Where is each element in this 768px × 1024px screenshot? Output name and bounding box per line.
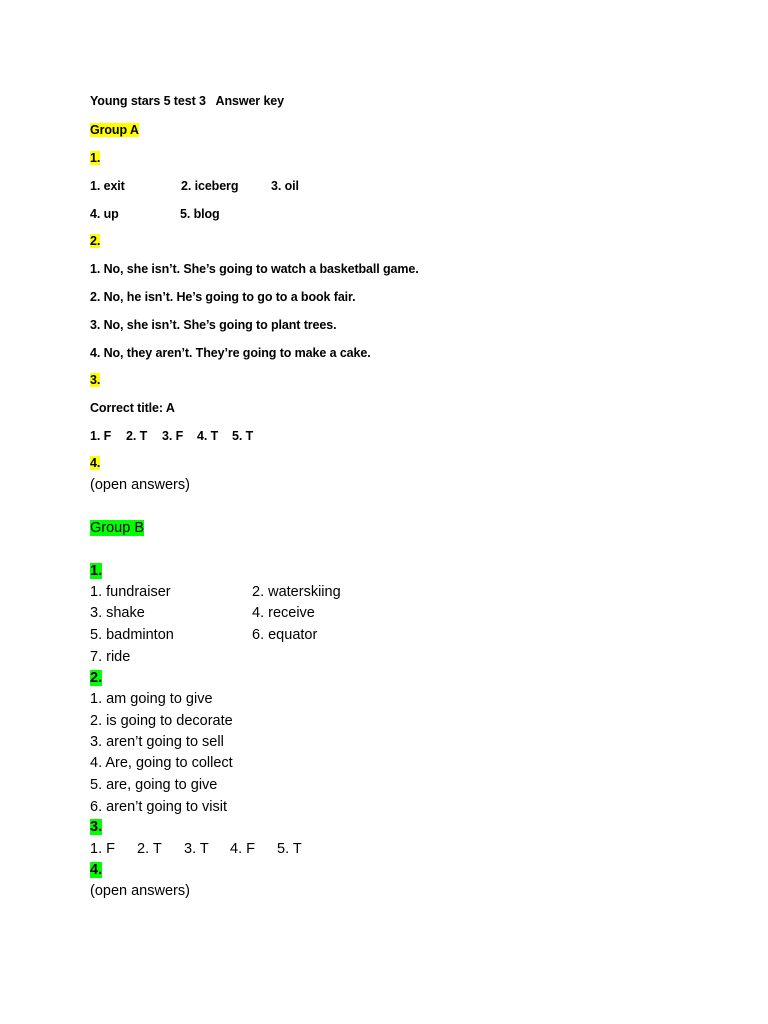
group-b-heading xyxy=(90,521,144,536)
group-b-ex2-line: 6. aren’t going to visit xyxy=(90,799,228,815)
group-b-ex1-item: 5. badminton xyxy=(90,627,174,643)
group-b-ex1-label-text: 1. xyxy=(90,563,103,579)
group-a-ex2-label xyxy=(90,235,100,248)
group-a-ex2-line: 4. No, they aren’t. They’re going to make a cake. xyxy=(90,346,371,360)
group-a-ex3-answer: 2. T xyxy=(126,429,148,443)
group-a-ex4-text: (open answers) xyxy=(90,477,190,493)
group-a-ex1-item: 1. exit xyxy=(90,179,125,193)
group-b-ex2-line: 3. aren’t going to sell xyxy=(90,734,224,750)
group-b-ex4-text: (open answers) xyxy=(90,883,190,899)
group-a-ex1-label-text: 1. xyxy=(90,151,101,165)
group-b-ex1-item: 3. shake xyxy=(90,605,145,621)
group-b-ex3-answer: 2. T xyxy=(137,841,162,857)
group-b-ex3-label-text: 3. xyxy=(90,819,103,835)
group-b-ex3-answer: 4. F xyxy=(230,841,255,857)
group-a-ex3-label xyxy=(90,374,100,387)
group-b-ex2-line: 1. am going to give xyxy=(90,691,213,707)
group-b-ex2-label xyxy=(90,671,102,686)
group-a-ex2-label-text: 2. xyxy=(90,234,101,248)
group-b-ex1-item: 4. receive xyxy=(252,605,315,621)
group-b-ex2-label-text: 2. xyxy=(90,670,103,686)
group-a-ex2-line: 2. No, he isn’t. He’s going to go to a book fair. xyxy=(90,290,356,304)
group-b-ex4-label xyxy=(90,863,102,878)
group-a-heading xyxy=(90,124,139,137)
group-b-ex1-item: 2. waterskiing xyxy=(252,584,341,600)
group-a-ex3-answer: 3. F xyxy=(162,429,184,443)
group-b-ex3-answer: 1. F xyxy=(90,841,115,857)
group-b-ex1-item: 1. fundraiser xyxy=(90,584,171,600)
group-a-ex3-answer: 5. T xyxy=(232,429,254,443)
group-a-ex3-label-text: 3. xyxy=(90,373,101,387)
group-a-ex3-answer: 1. F xyxy=(90,429,112,443)
group-b-ex3-label xyxy=(90,820,102,835)
group-a-ex4-label-text: 4. xyxy=(90,456,101,470)
group-a-heading-text: Group A xyxy=(90,123,139,137)
group-b-ex2-line: 4. Are, going to collect xyxy=(90,755,233,771)
group-a-ex3-answer: 4. T xyxy=(197,429,219,443)
group-b-ex1-item: 6. equator xyxy=(252,627,318,643)
group-a-ex1-item: 5. blog xyxy=(180,207,220,221)
group-a-ex4-label xyxy=(90,457,100,470)
group-a-ex1-item: 2. iceberg xyxy=(181,179,239,193)
document-title: Young stars 5 test 3 Answer key xyxy=(90,94,284,108)
group-a-ex1-item: 4. up xyxy=(90,207,119,221)
group-b-ex2-line: 5. are, going to give xyxy=(90,777,218,793)
group-b-ex2-line: 2. is going to decorate xyxy=(90,713,233,729)
group-b-ex1-item: 7. ride xyxy=(90,649,131,665)
group-a-ex1-item: 3. oil xyxy=(271,179,299,193)
group-b-ex3-answer: 3. T xyxy=(184,841,209,857)
group-a-ex1-label xyxy=(90,152,100,165)
group-a-ex2-line: 1. No, she isn’t. She’s going to watch a basketball game. xyxy=(90,262,419,276)
group-b-ex4-label-text: 4. xyxy=(90,862,103,878)
group-a-ex3-title-line: Correct title: A xyxy=(90,401,175,415)
group-b-heading-text: Group B xyxy=(90,520,144,536)
group-b-ex3-answer: 5. T xyxy=(277,841,302,857)
group-b-ex1-label xyxy=(90,564,102,579)
group-a-ex2-line: 3. No, she isn’t. She’s going to plant trees. xyxy=(90,318,337,332)
